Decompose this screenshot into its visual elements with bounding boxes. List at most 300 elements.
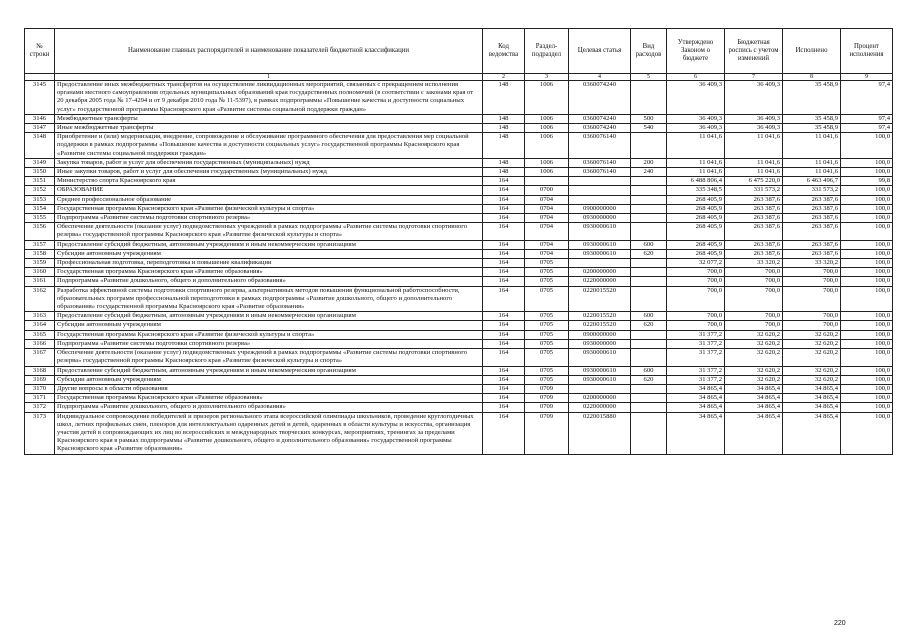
row-number: 3156 [25,223,55,240]
row-percent: 100,0 [841,412,893,454]
row-target-article: 0930000610 [569,223,631,240]
row-budget-list: 700,0 [725,268,783,277]
row-name: Приобретение и (или) модернизация, внедрение, сопровождение и обслуживание программного обеспечения для предоставления мер социальной поддержки в рамках подпрограммы «Повышение качества и доступности социальных услуг» государственной программы Красноярского края «Развитие системы социальной поддержки граждан» [55,133,483,159]
row-expense-type [631,177,667,186]
row-name: Субсидии автономным учреждениям [55,321,483,330]
row-executed: 34 865,4 [783,394,841,403]
row-razdel: 0705 [525,366,569,375]
row-executed: 700,0 [783,277,841,286]
row-ved-code: 164 [483,375,525,384]
row-target-article [569,186,631,195]
row-percent: 100,0 [841,268,893,277]
col-header-num: № строки [25,29,55,74]
row-name: Межбюджетные трансферты [55,114,483,123]
row-razdel: 0704 [525,204,569,213]
row-budget-list: 36 409,3 [725,81,783,115]
row-percent: 100,0 [841,133,893,159]
row-target-article: 0930000610 [569,366,631,375]
row-ved-code: 148 [483,133,525,159]
row-razdel: 1006 [525,158,569,167]
table-row [25,186,893,195]
row-executed: 33 320,2 [783,259,841,268]
row-razdel: 1006 [525,124,569,133]
row-razdel: 0705 [525,349,569,366]
row-number: 3170 [25,384,55,393]
row-name: Государственная программа Красноярского края «Развитие физической культуры и спорта» [55,204,483,213]
row-number: 3151 [25,177,55,186]
row-ved-code: 148 [483,168,525,177]
row-expense-type [631,214,667,223]
row-razdel: 0705 [525,268,569,277]
row-approved: 34 865,4 [667,403,725,412]
row-target-article: 0200000000 [569,268,631,277]
row-razdel: 0704 [525,223,569,240]
row-expense-type [631,259,667,268]
row-percent: 100,0 [841,349,893,366]
row-approved: 268 405,9 [667,249,725,258]
budget-table [24,28,893,455]
row-name: Закупка товаров, работ и услуг для обеспечения государственных (муниципальных) нужд [55,158,483,167]
row-percent: 100,0 [841,158,893,167]
row-executed: 700,0 [783,312,841,321]
row-number: 3157 [25,240,55,249]
row-target-article: 0200000000 [569,394,631,403]
row-approved: 32 077,2 [667,259,725,268]
row-expense-type: 600 [631,240,667,249]
row-number: 3169 [25,375,55,384]
row-executed: 32 620,2 [783,339,841,348]
row-name: Профессиональная подготовка, переподготовка и повышение квалификации [55,259,483,268]
table-row [25,375,893,384]
row-razdel: 0709 [525,384,569,393]
row-razdel: 0704 [525,195,569,204]
row-name: Подпрограмма «Развитие дошкольного, общего и дополнительного образования» [55,403,483,412]
row-number: 3166 [25,339,55,348]
col-header-razdel: Раздел-подраздел [525,29,569,74]
row-expense-type: 500 [631,114,667,123]
col-number [25,74,55,81]
row-executed: 32 620,2 [783,349,841,366]
row-expense-type [631,349,667,366]
row-name: Субсидии автономным учреждениям [55,249,483,258]
row-razdel: 0705 [525,286,569,312]
row-razdel: 0705 [525,259,569,268]
row-number: 3161 [25,277,55,286]
row-expense-type: 620 [631,321,667,330]
row-percent: 100,0 [841,214,893,223]
row-executed: 331 573,2 [783,186,841,195]
row-approved: 36 409,3 [667,124,725,133]
row-expense-type [631,268,667,277]
col-number: 5 [631,74,667,81]
row-razdel: 0709 [525,403,569,412]
row-ved-code: 164 [483,330,525,339]
row-budget-list: 32 620,2 [725,349,783,366]
row-budget-list: 11 041,6 [725,168,783,177]
row-razdel: 0709 [525,412,569,454]
row-expense-type [631,403,667,412]
row-ved-code: 164 [483,223,525,240]
row-budget-list: 263 387,6 [725,195,783,204]
row-percent: 100,0 [841,223,893,240]
row-razdel: 0705 [525,375,569,384]
row-ved-code: 148 [483,114,525,123]
row-budget-list: 331 573,2 [725,186,783,195]
row-razdel: 0705 [525,339,569,348]
row-target-article: 0900000000 [569,204,631,213]
row-razdel [525,177,569,186]
col-number: 1 [55,74,483,81]
table-row [25,384,893,393]
row-razdel: 0704 [525,214,569,223]
row-executed: 700,0 [783,268,841,277]
row-budget-list: 34 865,4 [725,384,783,393]
row-number: 3145 [25,81,55,115]
row-ved-code: 164 [483,195,525,204]
table-row [25,312,893,321]
row-razdel: 0705 [525,321,569,330]
row-number: 3164 [25,321,55,330]
row-approved: 34 865,4 [667,384,725,393]
row-budget-list: 700,0 [725,321,783,330]
row-approved: 268 405,9 [667,204,725,213]
row-percent: 100,0 [841,321,893,330]
row-name: Другие вопросы в области образования [55,384,483,393]
row-approved: 34 865,4 [667,394,725,403]
row-target-article [569,384,631,393]
row-approved: 335 348,5 [667,186,725,195]
row-approved: 268 405,9 [667,195,725,204]
table-row [25,412,893,454]
row-target-article [569,177,631,186]
row-percent: 100,0 [841,330,893,339]
row-number: 3146 [25,114,55,123]
row-approved: 268 405,9 [667,223,725,240]
row-target-article: 0360076140 [569,158,631,167]
row-name: Субсидии автономным учреждениям [55,375,483,384]
row-executed: 32 620,2 [783,375,841,384]
column-number-row [25,74,893,81]
table-row [25,249,893,258]
row-name: Предоставление иных межбюджетных трансфертов на осуществление ликвидационных мероприятий, связанных с прекращением исполнения органами местного самоуправления отдельных муниципальных образований края государственных полномочий (в соответствии с законами края от 20 декабря 2005 года № 17-4294 и от 9 декабря 2010 года № 11-5397), в рамках подпрограммы «Повышение качества и доступности социальных услуг» государственной программы Красноярского края «Развитие системы социальной поддержки граждан» [55,81,483,115]
row-number: 3149 [25,158,55,167]
page-number: 220 [834,620,846,627]
table-row [25,133,893,159]
row-ved-code: 164 [483,204,525,213]
col-header-vr: Вид расходов [631,29,667,74]
row-ved-code: 164 [483,259,525,268]
row-executed: 34 865,4 [783,384,841,393]
table-row [25,286,893,312]
row-ved-code: 164 [483,177,525,186]
row-expense-type: 200 [631,158,667,167]
row-budget-list: 36 409,3 [725,124,783,133]
row-approved: 268 405,9 [667,214,725,223]
row-expense-type: 600 [631,312,667,321]
row-percent: 100,0 [841,339,893,348]
row-percent: 100,0 [841,394,893,403]
row-ved-code: 164 [483,277,525,286]
row-expense-type [631,412,667,454]
row-target-article: 0900000000 [569,330,631,339]
row-percent: 100,0 [841,384,893,393]
row-target-article: 0220015520 [569,286,631,312]
row-ved-code: 164 [483,403,525,412]
col-header-ved: Код ведомства [483,29,525,74]
table-row [25,114,893,123]
row-target-article: 0360074240 [569,81,631,115]
row-executed: 11 041,6 [783,133,841,159]
row-razdel: 1006 [525,168,569,177]
row-approved: 700,0 [667,286,725,312]
row-target-article: 0360074240 [569,124,631,133]
row-ved-code: 164 [483,186,525,195]
row-expense-type [631,277,667,286]
col-number: 3 [525,74,569,81]
row-executed: 34 865,4 [783,412,841,454]
row-number: 3153 [25,195,55,204]
row-expense-type [631,204,667,213]
row-expense-type [631,286,667,312]
row-executed: 263 387,6 [783,249,841,258]
row-executed: 263 387,6 [783,240,841,249]
row-percent: 100,0 [841,240,893,249]
table-header-row [25,29,893,74]
row-expense-type: 620 [631,375,667,384]
row-expense-type: 620 [631,249,667,258]
row-razdel: 1006 [525,81,569,115]
row-razdel: 0704 [525,249,569,258]
table-row [25,81,893,115]
row-number: 3173 [25,412,55,454]
row-approved: 6 488 806,4 [667,177,725,186]
row-name: Обеспечение деятельности (оказание услуг) подведомственных учреждений в рамках подпрограммы «Развитие системы подготовки спортивного резерва» государственной программы Красноярского края «Развитие физической культуры и спорта» [55,349,483,366]
row-ved-code: 148 [483,124,525,133]
row-razdel: 0705 [525,330,569,339]
row-percent: 100,0 [841,277,893,286]
col-header-utv: Утверждено Законом о бюджете [667,29,725,74]
table-row [25,394,893,403]
row-target-article: 0360076140 [569,168,631,177]
row-number: 3162 [25,286,55,312]
col-header-name: Наименование главных распорядителей и наименование показателей бюджетной классификации [55,29,483,74]
row-expense-type: 540 [631,124,667,133]
row-executed: 263 387,6 [783,223,841,240]
row-ved-code: 164 [483,249,525,258]
row-name: Государственная программа Красноярского края «Развитие образования» [55,394,483,403]
row-approved: 11 041,6 [667,133,725,159]
table-row [25,124,893,133]
row-target-article: 0360076140 [569,133,631,159]
row-budget-list: 34 865,4 [725,403,783,412]
row-name: Предоставление субсидий бюджетным, автономным учреждениям и иным некоммерческим организациям [55,312,483,321]
row-name: Подпрограмма «Развитие дошкольного, общего и дополнительного образования» [55,277,483,286]
row-expense-type [631,186,667,195]
row-target-article: 0220000000 [569,277,631,286]
row-name: Предоставление субсидий бюджетным, автономным учреждениям и иным некоммерческим организациям [55,240,483,249]
row-name: Предоставление субсидий бюджетным, автономным учреждениям и иным некоммерческим организациям [55,366,483,375]
row-budget-list: 36 409,3 [725,114,783,123]
row-razdel: 1006 [525,133,569,159]
row-executed: 35 458,9 [783,124,841,133]
row-razdel: 0705 [525,277,569,286]
table-row [25,177,893,186]
row-approved: 36 409,3 [667,81,725,115]
row-executed: 32 620,2 [783,330,841,339]
row-number: 3152 [25,186,55,195]
col-header-cs: Целевая статья [569,29,631,74]
row-target-article [569,259,631,268]
row-percent: 100,0 [841,259,893,268]
row-budget-list: 34 865,4 [725,394,783,403]
row-percent: 100,0 [841,204,893,213]
row-number: 3155 [25,214,55,223]
row-target-article: 0930000000 [569,214,631,223]
row-number: 3163 [25,312,55,321]
row-budget-list: 34 865,4 [725,412,783,454]
table-row [25,158,893,167]
row-expense-type: 240 [631,168,667,177]
row-percent: 99,8 [841,177,893,186]
row-percent: 100,0 [841,403,893,412]
row-executed: 263 387,6 [783,204,841,213]
row-number: 3159 [25,259,55,268]
row-percent: 100,0 [841,286,893,312]
row-name: Подпрограмма «Развитие системы подготовки спортивного резерва» [55,339,483,348]
row-ved-code: 164 [483,286,525,312]
table-row [25,366,893,375]
row-expense-type [631,223,667,240]
row-executed: 263 387,6 [783,195,841,204]
row-budget-list: 263 387,6 [725,249,783,258]
row-expense-type [631,330,667,339]
row-percent: 100,0 [841,249,893,258]
row-target-article: 0220015520 [569,321,631,330]
row-approved: 700,0 [667,268,725,277]
col-header-rosp: Бюджетная роспись с учетом изменений [725,29,783,74]
col-number: 7 [725,74,783,81]
row-target-article: 0930000610 [569,375,631,384]
row-budget-list: 6 475 220,0 [725,177,783,186]
col-number: 9 [841,74,893,81]
table-row [25,259,893,268]
row-ved-code: 164 [483,312,525,321]
row-ved-code: 164 [483,349,525,366]
row-budget-list: 700,0 [725,286,783,312]
row-ved-code: 164 [483,321,525,330]
row-percent: 100,0 [841,312,893,321]
row-budget-list: 11 041,6 [725,158,783,167]
row-percent: 97,4 [841,114,893,123]
row-target-article: 0930000000 [569,339,631,348]
row-budget-list: 700,0 [725,312,783,321]
row-razdel: 0705 [525,312,569,321]
row-target-article: 0220000000 [569,403,631,412]
col-number: 6 [667,74,725,81]
row-razdel: 1006 [525,114,569,123]
row-executed: 11 041,6 [783,168,841,177]
row-budget-list: 263 387,6 [725,214,783,223]
row-name: Государственная программа Красноярского края «Развитие физической культуры и спорта» [55,330,483,339]
col-header-pct: Процент исполнения [841,29,893,74]
row-target-article [569,195,631,204]
row-expense-type [631,81,667,115]
table-body [25,81,893,455]
row-budget-list: 32 620,2 [725,330,783,339]
row-target-article: 0220015880 [569,412,631,454]
table-row [25,277,893,286]
row-expense-type [631,133,667,159]
row-budget-list: 11 041,6 [725,133,783,159]
row-ved-code: 164 [483,384,525,393]
table-row [25,240,893,249]
row-approved: 700,0 [667,321,725,330]
col-header-isp: Исполнено [783,29,841,74]
row-percent: 100,0 [841,186,893,195]
row-number: 3167 [25,349,55,366]
row-executed: 32 620,2 [783,366,841,375]
row-approved: 268 405,9 [667,240,725,249]
row-razdel: 0700 [525,186,569,195]
table-row [25,349,893,366]
row-approved: 700,0 [667,277,725,286]
row-target-article: 0930000610 [569,349,631,366]
row-number: 3168 [25,366,55,375]
row-number: 3171 [25,394,55,403]
row-executed: 700,0 [783,286,841,312]
row-name: Государственная программа Красноярского края «Развитие образования» [55,268,483,277]
col-number: 8 [783,74,841,81]
row-approved: 700,0 [667,312,725,321]
row-ved-code: 164 [483,366,525,375]
row-approved: 11 041,6 [667,158,725,167]
row-name: Разработка эффективной системы подготовки спортивного резерва, альтернативных методов повышения функциональной работоспособности, образовательных программ профессиональной переподготовки в рамках подпрограммы «Развитие дошкольного, общего и дополнительного образования» государственной программы Красноярского края «Развитие образования» [55,286,483,312]
row-approved: 34 865,4 [667,412,725,454]
row-ved-code: 164 [483,339,525,348]
row-budget-list: 32 620,2 [725,366,783,375]
row-target-article: 0360074240 [569,114,631,123]
row-approved: 11 041,6 [667,168,725,177]
row-percent: 100,0 [841,375,893,384]
row-number: 3150 [25,168,55,177]
row-name: ОБРАЗОВАНИЕ [55,186,483,195]
row-executed: 11 041,6 [783,158,841,167]
row-number: 3147 [25,124,55,133]
row-number: 3160 [25,268,55,277]
row-target-article: 0220015520 [569,312,631,321]
table-row [25,403,893,412]
row-expense-type: 600 [631,366,667,375]
table-row [25,168,893,177]
row-target-article: 0930000610 [569,240,631,249]
row-budget-list: 700,0 [725,277,783,286]
row-budget-list: 263 387,6 [725,223,783,240]
row-razdel: 0704 [525,240,569,249]
row-name: Иные закупки товаров, работ и услуг для обеспечения государственных (муниципальных) нужд [55,168,483,177]
row-ved-code: 164 [483,412,525,454]
row-executed: 700,0 [783,321,841,330]
row-executed: 6 463 496,7 [783,177,841,186]
row-ved-code: 164 [483,214,525,223]
row-percent: 100,0 [841,168,893,177]
table-row [25,330,893,339]
row-ved-code: 148 [483,158,525,167]
row-approved: 31 377,2 [667,366,725,375]
row-name: Обеспечение деятельности (оказание услуг) подведомственных учреждений в рамках подпрограммы «Развитие системы подготовки спортивного резерва» государственной программы Красноярского края «Развитие физической культуры и спорта» [55,223,483,240]
row-razdel: 0709 [525,394,569,403]
row-executed: 35 458,9 [783,114,841,123]
row-percent: 97,4 [841,81,893,115]
